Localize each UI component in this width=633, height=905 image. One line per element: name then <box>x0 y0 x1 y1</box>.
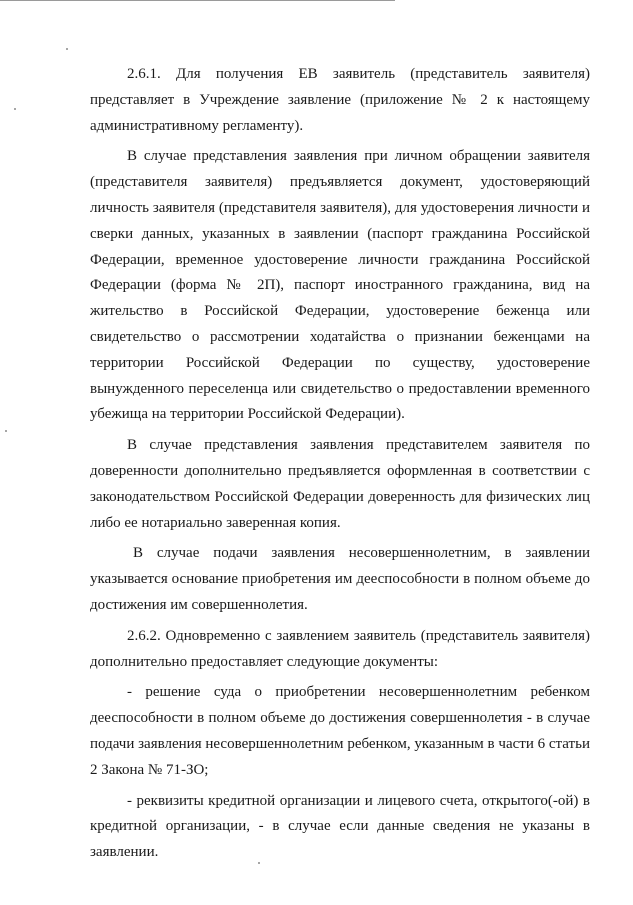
paragraph-personal-appeal: В случае представления заявления при личном обращении заявителя (представителя заявителя) предъявляется документ, удостоверяющий личность заявителя (представителя заявителя), для удостоверения личности и сверки данных, указанных в заявлении (паспорт гражданина Российской Федерации, временное удостоверение личности гражданина Российской Федерации (форма № 2П), паспорт иностранного гражданина, вид на жительство в Российской Федерации, удостоверение беженца или свидетельство о рассмотрении ходатайства о признании беженцами на территории Российской Федерации по существу, удостоверение вынужденного переселенца или свидетельство о предоставлении временного убежища на территории Российской Федерации). <box>90 148 590 423</box>
paragraph-representative-proxy: В случае представления заявления представителем заявителя по доверенности дополнительно предъявляется оформленная в соответствии с законодательством Российской Федерации доверенность для физических лиц либо ее нотариально заверенная копия. <box>90 437 590 531</box>
top-edge-line <box>0 0 395 1</box>
scan-speck <box>14 108 16 110</box>
scan-speck <box>66 48 68 50</box>
paragraph-2-6-1: 2.6.1. Для получения ЕВ заявитель (представитель заявителя) представляет в Учреждение заявление (приложение № 2 к настоящему административному регламенту). <box>90 66 590 134</box>
paragraph-2-6-2: 2.6.2. Одновременно с заявлением заявитель (представитель заявителя) дополнительно предоставляет следующие документы: <box>90 627 590 670</box>
list-item-court-decision: - решение суда о приобретении несовершеннолетним ребенком дееспособности в полном объеме до достижения совершеннолетия - в случае подачи заявления несовершеннолетним ребенком, указанным в части 6 статьи 2 Закона № 71-ЗО; <box>90 684 590 778</box>
scan-speck <box>5 430 7 432</box>
list-item-bank-details: - реквизиты кредитной организации и лицевого счета, открытого(-ой) в кредитной организации, - в случае если данные сведения не указаны в заявлении. <box>90 792 590 861</box>
document-body <box>90 62 590 871</box>
paragraph-minor-applicant: В случае подачи заявления несовершеннолетним, в заявлении указывается основание приобретения им дееспособности в полном объеме до достижения им совершеннолетия. <box>90 545 590 613</box>
